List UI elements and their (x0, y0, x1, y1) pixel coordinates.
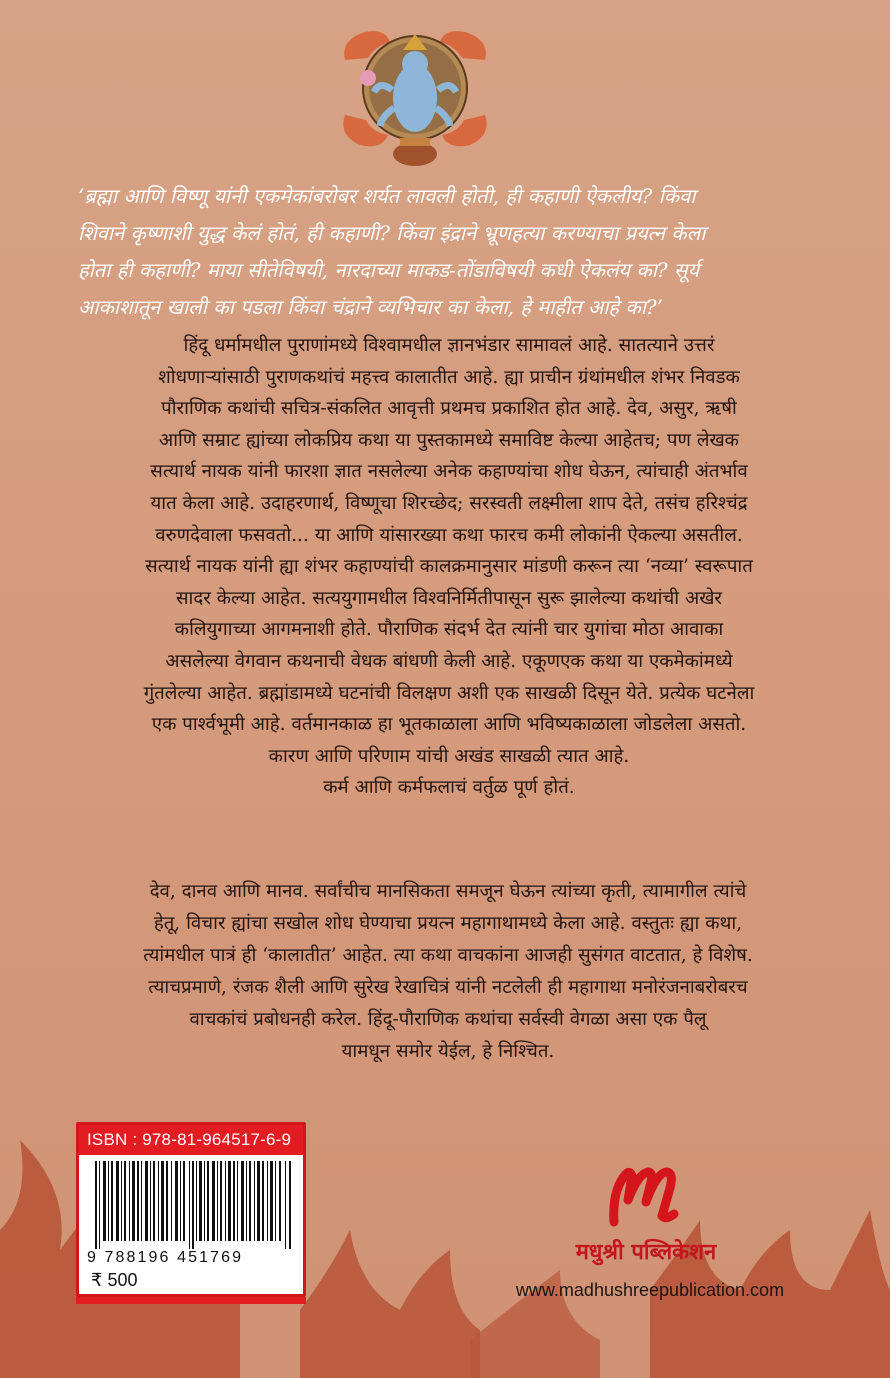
text-line: सत्यार्थ नायक यांनी फारशा ज्ञात नसलेल्या अनेक कहाण्यांचा शोध घेऊन, त्यांचाही अंतर्भाव (150, 461, 748, 483)
description-paragraph-1 (74, 330, 824, 804)
deity-emblem-image (330, 20, 500, 170)
quote-line: शिवाने कृष्णाशी युद्ध केलं होतं, ही कहाणी? किंवा इंद्राने भ्रूणहत्या करण्याचा प्रयत्न केला (78, 221, 706, 245)
text-line: शोधणाऱ्यांसाठी पुराणकथांचं महत्त्व कालातीत आहे. ह्या प्राचीन ग्रंथांमधील शंभर निवडक (158, 366, 740, 388)
text-line: कर्म आणि कर्मफलाचं वर्तुळ पूर्ण होतं. (323, 777, 575, 799)
publisher-logo-icon (608, 1160, 688, 1230)
barcode-number: 9 788196 451769 (87, 1249, 244, 1266)
text-line: कारण आणि परिणाम यांची अखंड साखळी त्यात आहे. (268, 745, 630, 767)
quote-block (78, 178, 823, 326)
publisher-name: मधुश्री पब्लिकेशन (575, 1240, 717, 1265)
text-line: सत्यार्थ नायक यांनी ह्या शंभर कहाण्यांची कालक्रमानुसार मांडणी करून त्या ‘नव्या’ स्वरूपात (145, 556, 753, 578)
text-line: एक पार्श्वभूमी आहे. वर्तमानकाळ हा भूतकाळाला आणि भविष्यकाळाला जोडलेला असतो. (151, 714, 747, 736)
quote-line: ‘ब्रह्मा आणि विष्णू यांनी एकमेकांबरोबर शर्यत लावली होती, ही कहाणी ऐकलीय? किंवा (78, 184, 696, 208)
text-line: गुंतलेल्या आहेत. ब्रह्मांडामध्ये घटनांची विलक्षण अशी एक साखळी दिसून येते. प्रत्येक घटनेला (143, 682, 755, 704)
barcode-image (95, 1161, 295, 1249)
text-line: हेतू, विचार ह्यांचा सखोल शोध घेण्याचा प्रयत्न महागाथामध्ये केला आहे. वस्तुतः ह्या कथा, (153, 913, 743, 934)
text-line: हिंदू धर्मामधील पुराणांमध्ये विश्वामधील ज्ञानभंडार सामावलं आहे. सातत्याने उत्तरं (183, 335, 715, 356)
quote-line: होता ही कहाणी? माया सीतेविषयी, नारदाच्या माकड-तोंडाविषयी कधी ऐकलंय का? सूर्य (78, 258, 700, 282)
text-line: त्याचप्रमाणे, रंजक शैली आणि सुरेख रेखाचित्रं यांनी नटलेली ही महागाथा मनोरंजनाबरोबरच (148, 977, 748, 998)
description-paragraph-2 (70, 876, 826, 1068)
text-line: वरुणदेवाला फसवतो... या आणि यांसारख्या कथा फारच कमी लोकांनी ऐकल्या असतील. (155, 524, 743, 546)
text-line: त्यांमधील पात्रं ही ‘कालातीत’ आहेत. त्या कथा वाचकांना आजही सुसंगत वाटतात, हे विशेष. (143, 945, 753, 966)
text-line: पौराणिक कथांची सचित्र-संकलित आवृत्ती प्रथमच प्रकाशित होत आहे. देव, असुर, ऋषी (161, 398, 737, 420)
text-line: यात केला आहे. उदाहरणार्थ, विष्णूचा शिरच्छेद; सरस्वती लक्ष्मीला शाप देते, तसंच हरिश्चंद्र (150, 492, 748, 514)
text-line: सादर केल्या आहेत. सत्ययुगामधील विश्वनिर्मितीपासून सुरू झालेल्या कथांची अखेर (175, 587, 723, 609)
text-line: वाचकांचं प्रबोधनही करेल. हिंदू-पौराणिक कथांचा सर्वस्वी वेगळा असा एक पैलू (189, 1009, 707, 1030)
price-label: ₹ 500 (91, 1270, 138, 1290)
barcode-card (76, 1122, 306, 1297)
text-line: असलेल्या वेगवान कथनाची वेधक बांधणी केली आहे. एकूणएक कथा या एकमेकांमध्ये (165, 650, 733, 672)
text-line: देव, दानव आणि मानव. सर्वांचीच मानसिकता समजून घेऊन त्यांच्या कृती, त्यामागील त्यांचे (149, 881, 747, 902)
quote-line: आकाशातून खाली का पडला किंवा चंद्राने व्यभिचार का केला, हे माहीत आहे का?’ (78, 295, 663, 319)
text-line: आणि सम्राट ह्यांच्या लोकप्रिय कथा या पुस्तकामध्ये समाविष्ट केल्या आहेतच; पण लेखक (159, 429, 739, 451)
text-line: कलियुगाच्या आगमनाशी होते. पौराणिक संदर्भ देत त्यांनी चार युगांचा मोठा आवाका (174, 619, 724, 641)
isbn-label: ISBN : 978-81-964517-6-9 (79, 1125, 303, 1155)
text-line: यामधून समोर येईल, हे निश्चित. (341, 1041, 555, 1062)
publisher-url: www.madhushreepublication.com (515, 1280, 785, 1300)
